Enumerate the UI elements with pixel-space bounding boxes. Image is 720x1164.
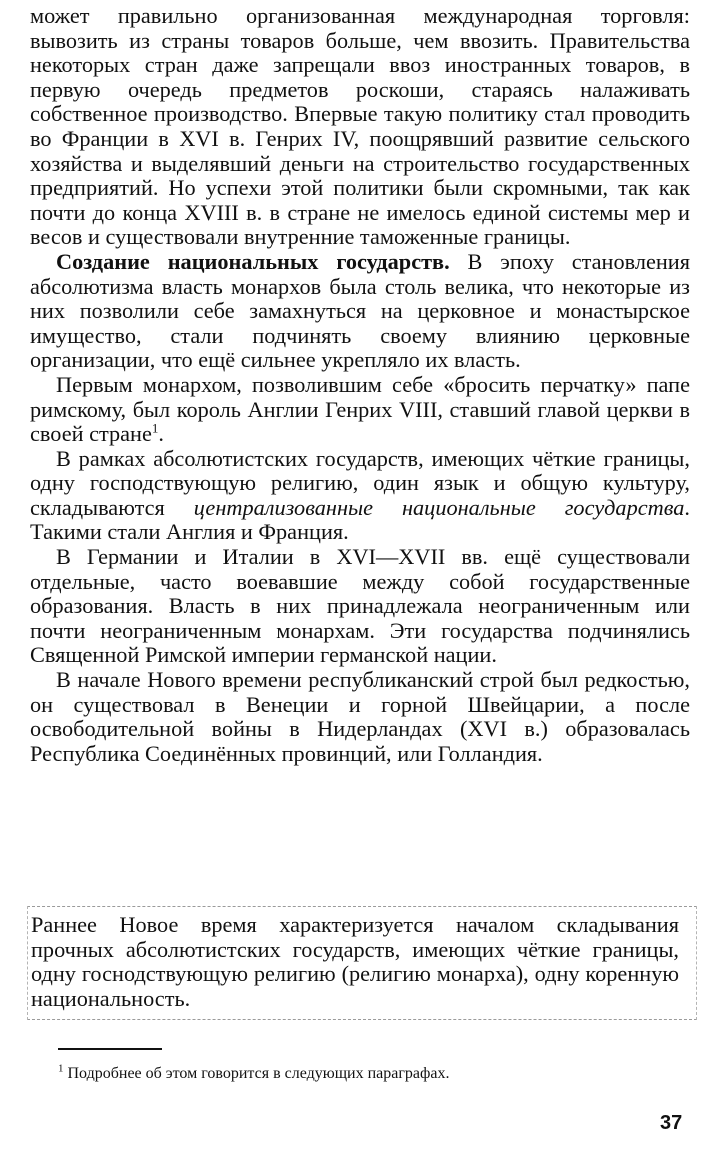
- term-centralized-national-states: централизованные национальные государства: [193, 494, 685, 520]
- section-heading-text: В эпоху становления абсолютизма власть монархов была столь велика, что некоторые из них позволили себе замахнуться на церковное и монастырское имущество, стали подчинять своему влиянию церковные организации, что ещё сильнее укрепляло их власть.: [30, 248, 690, 373]
- footnote: [58, 1064, 678, 1084]
- paragraph-centralized-before: В рамках абсолютистских государств, имеющих чёткие границы, одну господствующую религию, один язык и общую культуру, складываются: [30, 445, 690, 520]
- paragraph-republics: В начале Нового времени республиканский строй был редкостью, он существовал в Венеции и горной Швейцарии, а после освободительной войны в Нидерландах (XVI в.) образовалась Республика Соединённых провинций, или Голландия.: [30, 667, 690, 766]
- footnote-mark: 1: [58, 1062, 64, 1075]
- paragraph-centralized-states: [30, 447, 690, 545]
- paragraph-national-states: [30, 250, 690, 373]
- paragraph-henry-viii-end: .: [158, 421, 164, 447]
- footnote-text: Подробнее об этом говорится в следующих параграфах.: [63, 1065, 450, 1082]
- paragraph-henry-viii-text: Первым монархом, позволившим себе «бросить перчатку» папе римскому, был король Англии Генрих VIII, ставший главой церкви в своей стране: [30, 371, 690, 447]
- footnote-divider: [58, 1048, 162, 1050]
- paragraph-mercantilism: может правильно организованная международная торговля: вывозить из страны товаров больше, чем ввозить. Правительства некоторых стран даже запрещали ввоз иностранных товаров, в первую очередь предметов роскоши, стараясь налаживать собственное производство. Впервые такую политику стал проводить во Франции в XVI в. Генрих IV, поощрявший развитие сельского хозяйства и выделявший деньги на строительство государственных предприятий. Но успехи этой политики были скромными, так как почти до конца XVIII в. в стране не имелось единой системы мер и весов и существовали внутренние таможенные границы.: [30, 3, 690, 250]
- page-number: 37: [660, 1112, 683, 1134]
- paragraph-henry-viii: [30, 373, 690, 447]
- footnote-reference: 1: [151, 420, 159, 436]
- section-heading: Создание национальных государств.: [56, 248, 450, 274]
- paragraph-germany-italy: В Германии и Италии в XVI—XVII вв. ещё существовали отдельные, часто воевавшие между собой государственные образования. Власть в них принадлежала неограниченным или почти неограниченным монархам. Эти государства подчинялись Священной Римской империи германской нации.: [30, 544, 690, 668]
- summary-text: Раннее Новое время характеризуется началом складывания прочных абсолютистских государств, имеющих чёткие границы, одну госнодствующую религию (религию монарха), одну коренную национальность.: [31, 912, 679, 1011]
- main-text: [30, 4, 690, 766]
- paragraph-centralized-after: . Такими стали Англия и Франция.: [30, 494, 690, 545]
